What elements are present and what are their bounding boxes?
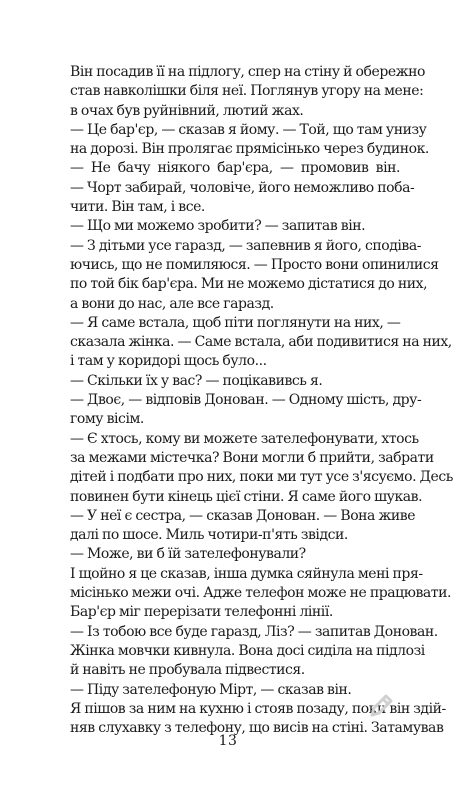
text-line: а вони до нас, але все гаразд. — [70, 295, 274, 312]
text-line: і там у коридорі щось було... — [70, 353, 267, 370]
text-line: Жінка мовчки кивнула. Вона досі сиділа на підлозі — [70, 642, 425, 659]
pencil-watermark-icon — [366, 691, 396, 721]
text-line: ючись, що не помиляюся. — Просто вони опинилися — [70, 256, 439, 273]
text-line: гому вісім. — [70, 411, 144, 428]
text-line: по той бік бар'єра. Ми не можемо дістатися до них, — [70, 276, 428, 293]
text-line: за межами містечка? Вони могли б прийти, забрати — [70, 449, 434, 466]
text-line: місінько межи очі. Адже телефон може не працювати. — [70, 585, 451, 602]
text-line: — Не бачу ніякого бар'єра, — промовив він. — [70, 160, 400, 177]
text-line: Бар'єр міг перерізати телефонні лінії. — [70, 604, 333, 621]
text-line: на дорозі. Він пролягає прямісінько через будинок. — [70, 141, 429, 158]
text-line: — Чорт забирай, чоловіче, його неможливо поба- — [70, 179, 415, 196]
text-line: — Із тобою все буде гаразд, Ліз? — запитав Донован. — [70, 623, 438, 640]
body-text — [70, 63, 453, 738]
text-line: дітей і подбати про них, поки ми тут усе з'ясуємо. Десь — [70, 469, 453, 486]
text-line: Він посадив її на підлогу, спер на стіну й обережно — [70, 64, 425, 80]
text-line: — Двоє, — відповів Донован. — Одному шість, дру- — [70, 392, 422, 409]
text-line: — Це бар'єр, — сказав я йому. — Той, що там унизу — [70, 121, 427, 138]
text-line: — З дітьми усе гаразд, — запевнив я його, сподіва- — [70, 237, 422, 254]
text-line: — Піду зателефоную Мірт, — сказав він. — [70, 681, 352, 698]
text-line: — Є хтось, кому ви можете зателефонувати, хтось — [70, 430, 419, 447]
text-line: — Може, ви б їй зателефонували? — [70, 546, 306, 563]
text-line: — Скільки їх у вас? — поцікавивсь я. — [70, 372, 323, 389]
text-line: сказала жінка. — Саме встала, аби подивитися на них, — [70, 334, 452, 351]
text-line: в очах був руйнівний, лютий жах. — [70, 102, 304, 119]
text-line: — Що ми можемо зробити? — запитав він. — [70, 218, 366, 235]
page-number: 13 — [218, 733, 238, 749]
text-line: далі по шосе. Миль чотири-п'ять звідси. — [70, 527, 348, 544]
text-line: чити. Він там, і все. — [70, 199, 205, 216]
text-line: й навіть не пробувала підвестися. — [70, 662, 305, 679]
text-line: повинен бути кінець цієї стіни. Я саме його шукав. — [70, 488, 423, 505]
text-line: — Я саме встала, щоб піти поглянути на них, — — [70, 314, 401, 331]
text-line: няв слухавку з телефону, що висів на стіні. Затамував — [70, 720, 444, 737]
text-line: став навколішки біля неї. Поглянув угору на мене: — [70, 83, 424, 100]
text-line: Я пішов за ним на кухню і стояв позаду, поки він здій- — [70, 700, 446, 717]
text-line: І щойно я це сказав, інша думка сяйнула мені пря- — [70, 565, 423, 582]
text-line: — У неї є сестра, — сказав Донован. — Вона живе — [70, 507, 416, 524]
